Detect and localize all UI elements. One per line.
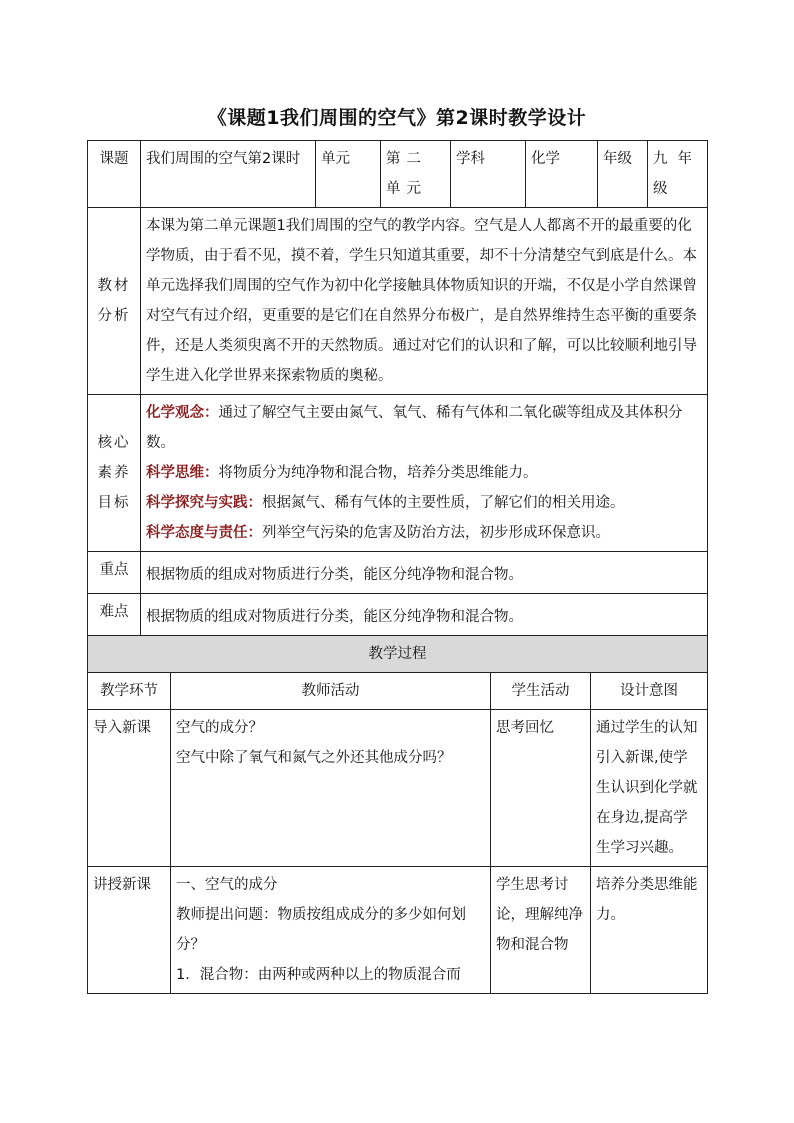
- student-cell: 思考回忆: [491, 710, 591, 867]
- analysis-label: 教材分析: [88, 208, 141, 395]
- process-row: [88, 710, 708, 867]
- literacy-item: [146, 488, 702, 518]
- teacher-cell: [171, 867, 491, 994]
- header-student: 学生活动: [491, 673, 591, 710]
- literacy-items: [141, 395, 708, 552]
- header-intent: 设计意图: [591, 673, 708, 710]
- stage-cell: 讲授新课: [88, 867, 171, 994]
- literacy-text: 将物质分为纯净物和混合物，培养分类思维能力。: [218, 465, 538, 481]
- teacher-line: 教师提出问题：物质按组成成分的多少如何划分？: [176, 907, 466, 953]
- key-point-text: 根据物质的组成对物质进行分类，能区分纯净物和混合物。: [141, 552, 708, 594]
- literacy-text: 列举空气污染的危害及防治方法，初步形成环保意识。: [262, 525, 610, 541]
- page-title: 《课题1我们周围的空气》第2课时教学设计: [207, 107, 587, 129]
- unit-value: 第二单元: [381, 141, 451, 208]
- literacy-head: 科学态度与责任：: [146, 525, 262, 541]
- literacy-head: 科学思维：: [146, 465, 219, 481]
- key-point-row: [88, 552, 708, 594]
- lesson-plan-table: [87, 140, 708, 994]
- literacy-item: [146, 518, 702, 548]
- literacy-text: 根据氮气、稀有气体的主要性质，了解它们的相关用途。: [262, 495, 625, 511]
- grade-label: 年级: [598, 141, 648, 208]
- unit-label: 单元: [316, 141, 381, 208]
- subject-value: 化学: [526, 141, 598, 208]
- literacy-item: [146, 458, 702, 488]
- topic-value: 我们周围的空气第2课时: [141, 141, 316, 208]
- header-stage: 教学环节: [88, 673, 171, 710]
- literacy-label: 核心素养目标: [88, 395, 141, 552]
- process-row: [88, 867, 708, 994]
- teacher-line: 1．混合物：由两种或两种以上的物质混合而: [176, 967, 461, 983]
- analysis-text: 本课为第二单元课题1我们周围的空气的教学内容。空气是人人都离不开的最重要的化学物质，由于看不见，摸不着，学生只知道其重要，却不十分清楚空气到底是什么。本单元选择我们周围的空气作为初中化学接触具体物质知识的开端，不仅是小学自然课曾对空气有过介绍，更重要的是它们在自然界分布极广，是自然界维持生态平衡的重要条件，还是人类须臾离不开的天然物质。通过对它们的认识和了解，可以比较顺利地引导学生进入化学世界来探索物质的奥秘。: [141, 208, 708, 395]
- stage-cell: 导入新课: [88, 710, 171, 867]
- teacher-line: 空气中除了氧气和氮气之外还其他成分吗？: [176, 750, 452, 766]
- process-header-row: [88, 673, 708, 710]
- grade-value: 九年级: [648, 141, 708, 208]
- header-teacher: 教师活动: [171, 673, 491, 710]
- literacy-text: 通过了解空气主要由氮气、氧气、稀有气体和二氧化碳等组成及其体积分数。: [146, 405, 683, 451]
- teacher-cell: [171, 710, 491, 867]
- process-title-row: [88, 636, 708, 673]
- teacher-line: 一、空气的成分: [176, 877, 278, 893]
- key-point-label: 重点: [88, 552, 141, 594]
- process-title: 教学过程: [88, 636, 708, 673]
- difficulty-text: 根据物质的组成对物质进行分类，能区分纯净物和混合物。: [141, 594, 708, 636]
- teacher-line: 空气的成分？: [176, 720, 263, 736]
- literacy-head: 科学探究与实践：: [146, 495, 262, 511]
- subject-label: 学科: [451, 141, 526, 208]
- literacy-head: 化学观念：: [146, 405, 219, 421]
- difficulty-label: 难点: [88, 594, 141, 636]
- literacy-row: [88, 395, 708, 552]
- literacy-item: [146, 398, 702, 458]
- info-row: [88, 141, 708, 208]
- intent-cell: 培养分类思维能力。: [591, 867, 708, 994]
- student-cell: 学生思考讨论，理解纯净物和混合物: [491, 867, 591, 994]
- analysis-row: [88, 208, 708, 395]
- intent-cell: 通过学生的认知引入新课,使学生认识到化学就在身边,提高学生学习兴趣。: [591, 710, 708, 867]
- topic-label: 课题: [88, 141, 141, 208]
- difficulty-row: [88, 594, 708, 636]
